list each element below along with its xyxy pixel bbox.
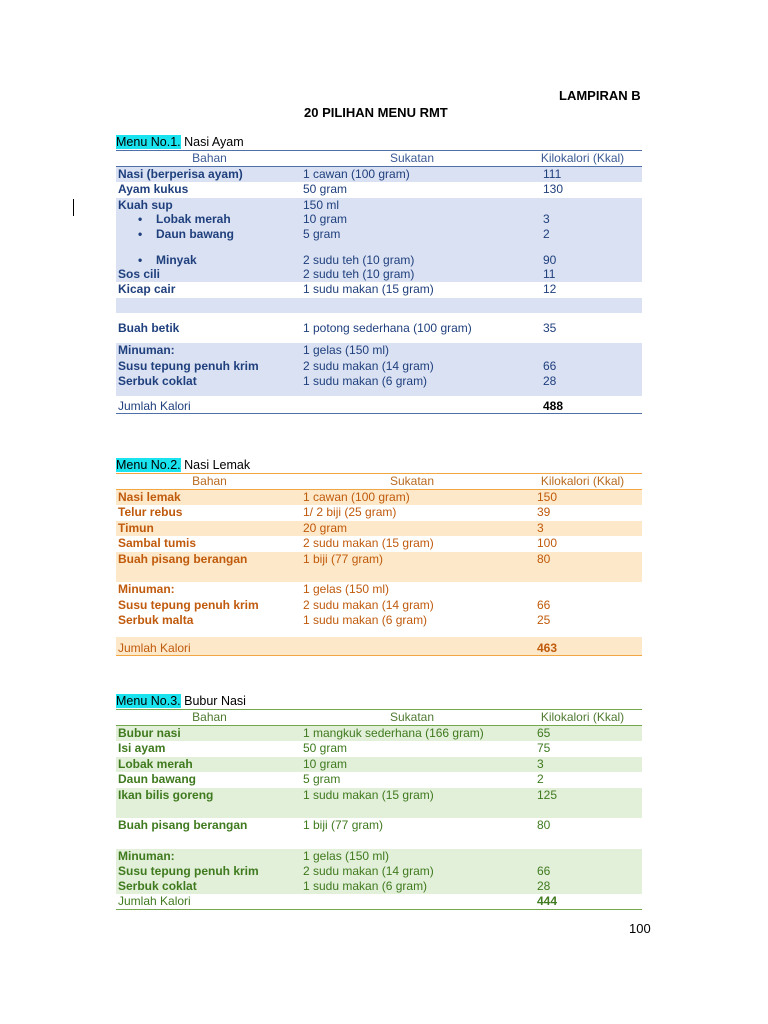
table-row bbox=[116, 613, 642, 637]
table-row bbox=[116, 182, 642, 198]
table-row bbox=[116, 726, 642, 741]
sukatan-cell: 1 biji (77 gram) bbox=[303, 817, 384, 832]
kkal-cell: 111 bbox=[521, 167, 642, 182]
sukatan-cell: 2 sudu makan (14 gram) bbox=[301, 864, 521, 879]
bahan-cell: Kicap cair bbox=[118, 281, 176, 296]
table-header bbox=[116, 151, 642, 167]
kkal-cell bbox=[521, 582, 642, 598]
bahan-cell: Susu tepung penuh krim bbox=[118, 597, 259, 612]
menu-3 bbox=[116, 693, 642, 910]
total-label: Jumlah Kalori bbox=[116, 396, 301, 414]
sukatan-cell: 10 gram bbox=[301, 212, 521, 227]
bahan-cell: Serbuk malta bbox=[118, 612, 194, 627]
menu-1-name: Nasi Ayam bbox=[184, 135, 244, 149]
table-row bbox=[116, 879, 642, 894]
bahan-cell: Susu tepung penuh krim bbox=[116, 359, 301, 374]
kkal-cell: 130 bbox=[543, 181, 564, 196]
table-row bbox=[116, 788, 642, 818]
sukatan-cell: 5 gram bbox=[301, 227, 521, 245]
kkal-cell: 66 bbox=[521, 359, 642, 374]
kkal-cell bbox=[521, 198, 642, 212]
menu-2-heading bbox=[116, 457, 642, 473]
bahan-cell: Minuman: bbox=[118, 581, 175, 596]
sukatan-cell: 2 sudu makan (15 gram) bbox=[303, 535, 434, 550]
col-sukatan: Sukatan bbox=[301, 710, 521, 726]
bahan-cell: Minuman: bbox=[116, 849, 301, 864]
bahan-cell: • Minyak bbox=[116, 245, 301, 267]
total-label: Jumlah Kalori bbox=[116, 894, 301, 910]
bahan-cell: Daun bawang bbox=[118, 771, 197, 786]
bahan-cell: Kuah sup bbox=[116, 198, 301, 212]
total-row bbox=[116, 637, 642, 656]
kkal-cell: 3 bbox=[521, 521, 642, 536]
kkal-cell: 11 bbox=[521, 267, 642, 282]
sukatan-cell: 10 gram bbox=[301, 757, 521, 772]
bahan-cell: • Daun bawang bbox=[116, 227, 301, 245]
kkal-cell: 39 bbox=[537, 504, 551, 519]
col-sukatan: Sukatan bbox=[301, 474, 521, 490]
table-row bbox=[116, 227, 642, 245]
bahan-cell: Serbuk coklat bbox=[116, 879, 301, 894]
table-row bbox=[116, 212, 642, 227]
kkal-cell: 66 bbox=[521, 864, 642, 879]
menu-2-table bbox=[116, 473, 642, 656]
kkal-cell: 75 bbox=[537, 740, 551, 755]
bahan-cell: Sambal tumis bbox=[118, 535, 197, 550]
table-row bbox=[116, 582, 642, 598]
kkal-cell: 80 bbox=[537, 817, 551, 832]
sukatan-cell: 50 gram bbox=[303, 740, 348, 755]
kkal-cell: 66 bbox=[537, 597, 551, 612]
sukatan-cell: 1 sudu makan (6 gram) bbox=[301, 879, 521, 894]
bahan-cell: Sos cili bbox=[116, 267, 301, 282]
table-row bbox=[116, 245, 642, 267]
col-kkal: Kilokalori (Kkal) bbox=[521, 474, 642, 490]
bahan-cell: Buah pisang berangan bbox=[118, 817, 248, 832]
total-row bbox=[116, 396, 642, 414]
menu-3-table bbox=[116, 709, 642, 910]
kkal-cell: 3 bbox=[521, 757, 642, 772]
bahan-cell: Telur rebus bbox=[118, 504, 183, 519]
table-row bbox=[116, 267, 642, 282]
sukatan-cell: 1 biji (77 gram) bbox=[301, 552, 521, 582]
table-row bbox=[116, 374, 642, 396]
sukatan-cell: 1 sudu makan (6 gram) bbox=[303, 612, 428, 627]
menu-1 bbox=[116, 134, 642, 414]
sukatan-cell: 5 gram bbox=[303, 771, 341, 786]
sukatan-cell: 20 gram bbox=[301, 521, 521, 536]
kkal-cell: 28 bbox=[521, 879, 642, 894]
kkal-cell: 35 bbox=[543, 320, 557, 335]
col-kkal: Kilokalori (Kkal) bbox=[521, 710, 642, 726]
total-value: 444 bbox=[521, 894, 642, 910]
table-header bbox=[116, 710, 642, 726]
col-bahan: Bahan bbox=[116, 474, 301, 490]
menu-3-number: Menu No.3. bbox=[116, 694, 181, 708]
appendix-label: LAMPIRAN B bbox=[559, 88, 641, 103]
sukatan-cell: 1 potong sederhana (100 gram) bbox=[303, 320, 472, 335]
kkal-cell: 65 bbox=[521, 726, 642, 741]
kkal-cell: 2 bbox=[537, 771, 544, 786]
table-row bbox=[116, 313, 642, 343]
bahan-cell: Nasi (berperisa ayam) bbox=[116, 167, 301, 182]
menu-2-name: Nasi Lemak bbox=[184, 458, 251, 472]
kkal-cell: 150 bbox=[521, 490, 642, 505]
spacer-row bbox=[116, 298, 642, 313]
kkal-cell: 3 bbox=[521, 212, 642, 227]
table-row bbox=[116, 757, 642, 772]
total-value: 463 bbox=[521, 637, 642, 656]
sukatan-cell: 1 mangkuk sederhana (166 gram) bbox=[301, 726, 521, 741]
sukatan-cell: 150 ml bbox=[301, 198, 521, 212]
kkal-cell: 2 bbox=[521, 227, 642, 245]
bahan-cell: Timun bbox=[116, 521, 301, 536]
kkal-cell: 12 bbox=[543, 281, 557, 296]
bahan-cell: Lobak merah bbox=[116, 757, 301, 772]
bahan-cell: Ikan bilis goreng bbox=[116, 788, 301, 818]
menu-2-number: Menu No.2. bbox=[116, 458, 181, 472]
bahan-cell: Susu tepung penuh krim bbox=[116, 864, 301, 879]
menu-3-heading bbox=[116, 693, 642, 709]
table-row bbox=[116, 343, 642, 359]
sukatan-cell: 1/ 2 biji (25 gram) bbox=[303, 504, 397, 519]
col-bahan: Bahan bbox=[116, 710, 301, 726]
kkal-cell: 25 bbox=[537, 612, 551, 627]
table-row bbox=[116, 521, 642, 536]
kkal-cell: 28 bbox=[521, 374, 642, 396]
bahan-cell: Isi ayam bbox=[118, 740, 166, 755]
document-title: 20 PILIHAN MENU RMT bbox=[304, 105, 448, 120]
sukatan-cell: 2 sudu makan (14 gram) bbox=[301, 359, 521, 374]
col-bahan: Bahan bbox=[116, 151, 301, 167]
table-row bbox=[116, 198, 642, 212]
text-cursor bbox=[73, 199, 74, 216]
sukatan-cell: 2 sudu teh (10 gram) bbox=[301, 245, 521, 267]
menu-3-name: Bubur Nasi bbox=[184, 694, 246, 708]
kkal-cell bbox=[521, 343, 642, 359]
total-value: 488 bbox=[521, 396, 642, 414]
table-row bbox=[116, 552, 642, 582]
table-row bbox=[116, 772, 642, 788]
table-row bbox=[116, 598, 642, 613]
menu-1-heading bbox=[116, 134, 642, 150]
kkal-cell: 90 bbox=[521, 245, 642, 267]
table-row bbox=[116, 741, 642, 757]
bahan-cell: Serbuk coklat bbox=[116, 374, 301, 396]
total-label: Jumlah Kalori bbox=[116, 637, 301, 656]
menu-1-number: Menu No.1. bbox=[116, 135, 181, 149]
menu-1-table bbox=[116, 150, 642, 414]
kkal-cell: 125 bbox=[521, 788, 642, 818]
table-row bbox=[116, 167, 642, 182]
bahan-cell: • Lobak merah bbox=[116, 212, 301, 227]
col-kkal: Kilokalori (Kkal) bbox=[521, 151, 642, 167]
sukatan-cell: 1 gelas (150 ml) bbox=[303, 581, 390, 596]
bahan-cell: Ayam kukus bbox=[118, 181, 189, 196]
sukatan-cell: 1 gelas (150 ml) bbox=[301, 849, 521, 864]
table-row bbox=[116, 536, 642, 552]
table-row bbox=[116, 864, 642, 879]
bahan-cell: Buah pisang berangan bbox=[116, 552, 301, 582]
sukatan-cell: 1 sudu makan (15 gram) bbox=[301, 788, 521, 818]
total-row bbox=[116, 894, 642, 910]
sukatan-cell: 1 gelas (150 ml) bbox=[301, 343, 521, 359]
bahan-cell: Buah betik bbox=[118, 320, 180, 335]
page-number: 100 bbox=[629, 921, 651, 936]
bahan-cell: Bubur nasi bbox=[116, 726, 301, 741]
sukatan-cell: 1 sudu makan (15 gram) bbox=[303, 281, 434, 296]
kkal-cell bbox=[521, 849, 642, 864]
sukatan-cell: 1 cawan (100 gram) bbox=[301, 490, 521, 505]
table-row bbox=[116, 818, 642, 849]
kkal-cell: 100 bbox=[537, 535, 558, 550]
menu-2 bbox=[116, 457, 642, 656]
sukatan-cell: 1 cawan (100 gram) bbox=[301, 167, 521, 182]
bahan-cell: Nasi lemak bbox=[116, 490, 301, 505]
table-row bbox=[116, 282, 642, 298]
sukatan-cell: 2 sudu makan (14 gram) bbox=[303, 597, 434, 612]
col-sukatan: Sukatan bbox=[301, 151, 521, 167]
table-row bbox=[116, 359, 642, 374]
sukatan-cell: 50 gram bbox=[303, 181, 348, 196]
table-row bbox=[116, 505, 642, 521]
bahan-cell: Minuman: bbox=[116, 343, 301, 359]
table-header bbox=[116, 474, 642, 490]
kkal-cell: 80 bbox=[521, 552, 642, 582]
table-row bbox=[116, 490, 642, 505]
sukatan-cell: 2 sudu teh (10 gram) bbox=[301, 267, 521, 282]
sukatan-cell: 1 sudu makan (6 gram) bbox=[301, 374, 521, 396]
table-row bbox=[116, 849, 642, 864]
